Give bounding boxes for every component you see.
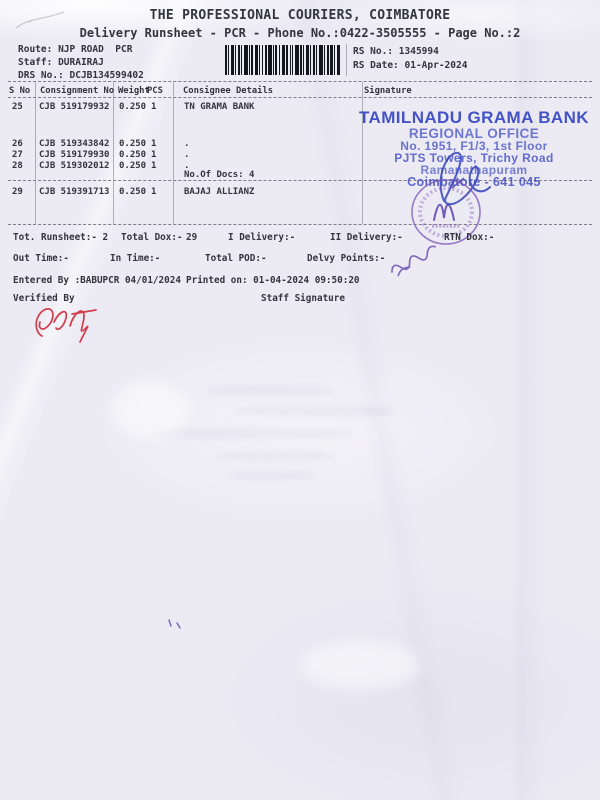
rs-date-label: RS Date:	[353, 60, 399, 71]
cell-sno: 28	[12, 161, 23, 171]
ink-speck	[166, 618, 184, 634]
bleed-through-smudge	[205, 385, 335, 397]
cell-consignee: .	[184, 139, 190, 149]
drs-label: DRS No.:	[18, 70, 64, 81]
red-signature	[26, 298, 116, 348]
route-line	[18, 44, 132, 55]
total-dox-value: 29	[186, 232, 198, 243]
col-header-pcs: PCS	[147, 86, 163, 96]
doc-subtitle: Delivery Runsheet - PCR - Phone No.:0422-3505555 - Page No.:2	[79, 26, 521, 40]
col-header-signature: Signature	[364, 86, 412, 96]
bleed-through-smudge	[215, 450, 335, 462]
cell-pcs: 1	[151, 102, 157, 112]
i-delivery: I Delivery:-	[228, 232, 296, 243]
cell-consignee: .	[184, 161, 190, 171]
drs-line	[18, 70, 144, 81]
bleed-through-smudge	[235, 405, 395, 417]
cell-consignee: TN GRAMA BANK	[184, 102, 255, 112]
cell-consignment: CJB 519179930	[39, 150, 110, 160]
cell-consignee: BAJAJ ALLIANZ	[184, 187, 255, 197]
cell-sno: 27	[12, 150, 23, 160]
dashed-divider	[8, 224, 592, 225]
doc-title: THE PROFESSIONAL COURIERS, COIMBATORE	[149, 8, 451, 23]
col-header-consignee: Consignee Details	[183, 86, 274, 96]
cell-pcs: 1	[151, 150, 157, 160]
rs-date-value: 01-Apr-2024	[404, 60, 468, 71]
entered-by: Entered By :BABUPCR 04/01/2024	[13, 275, 181, 286]
total-pod: Total POD:-	[205, 253, 267, 264]
stamp-line-5: Ramanathapuram	[420, 163, 528, 177]
drs-value: DCJB134599402	[69, 70, 144, 81]
cell-pcs: 1	[151, 161, 157, 171]
cell-consignment: CJB 519343842	[39, 139, 110, 149]
stamp-line-3: No. 1951, F1/3, 1st Floor	[400, 139, 548, 153]
ii-delivery: II Delivery:-	[330, 232, 403, 243]
cell-sno: 26	[12, 139, 23, 149]
cell-sno: 29	[12, 187, 23, 197]
info-divider-line	[346, 44, 347, 76]
table-column-line	[113, 82, 114, 224]
cell-weight: 0.250	[119, 187, 147, 197]
rs-no-label: RS No.:	[353, 46, 394, 57]
cell-pcs: 1	[151, 187, 157, 197]
out-time: Out Time:-	[13, 253, 69, 264]
delvy-points: Delvy Points:-	[307, 253, 386, 264]
verified-by-label: Verified By	[13, 293, 75, 304]
cell-weight: 0.250	[119, 161, 147, 171]
rs-no-line	[353, 46, 439, 57]
col-header-consignment: Consignment No	[40, 86, 115, 96]
barcode-image	[225, 45, 341, 75]
cell-weight: 0.250	[119, 139, 147, 149]
paper-crease-highlight	[300, 640, 420, 690]
dashed-divider	[8, 81, 592, 82]
staff-signature-label: Staff Signature	[261, 293, 345, 304]
printed-on: Printed on: 01-04-2024 09:50:20	[186, 275, 360, 286]
cell-consignment: CJB 519302012	[39, 161, 110, 171]
rs-date-line	[353, 60, 467, 71]
in-time: In Time:-	[110, 253, 161, 264]
staff-line	[18, 57, 104, 68]
col-header-weight: Weight	[118, 86, 150, 96]
cell-pcs: 1	[151, 139, 157, 149]
cell-sno: 25	[12, 102, 23, 112]
rs-no-value: 1345994	[398, 46, 439, 57]
dashed-divider	[8, 97, 592, 98]
cell-consignment: CJB 519179932	[39, 102, 110, 112]
stamp-line-2: REGIONAL OFFICE	[408, 126, 540, 141]
route-label: Route:	[18, 44, 53, 55]
table-column-line	[35, 82, 36, 224]
route-value: NJP ROAD PCR	[58, 44, 133, 55]
cell-consignment: CJB 519391713	[39, 187, 110, 197]
cell-weight: 0.250	[119, 102, 147, 112]
rtn-dox: RTN Dox:-	[444, 232, 495, 243]
docs-note: No.Of Docs: 4	[184, 170, 255, 180]
staff-value: DURAIRAJ	[58, 57, 104, 68]
bleed-through-smudge	[228, 470, 318, 480]
cell-consignee: .	[184, 150, 190, 160]
stamp-line-1: TAMILNADU GRAMA BANK	[359, 108, 589, 127]
paper-crease-highlight	[110, 380, 190, 440]
col-header-sno: S No	[9, 86, 31, 96]
tot-runsheet: Tot. Runsheet:- 2	[13, 232, 109, 243]
table-column-line	[173, 82, 174, 224]
cell-weight: 0.250	[119, 150, 147, 160]
bleed-through-smudge	[155, 427, 355, 440]
stamp-line-4: PJTS Towers, Trichy Road	[394, 151, 554, 165]
stamp-line-6: Coimbatore - 641 045	[407, 175, 541, 189]
staff-label: Staff:	[18, 57, 53, 68]
total-dox-label: Total Dox:-	[121, 232, 183, 243]
